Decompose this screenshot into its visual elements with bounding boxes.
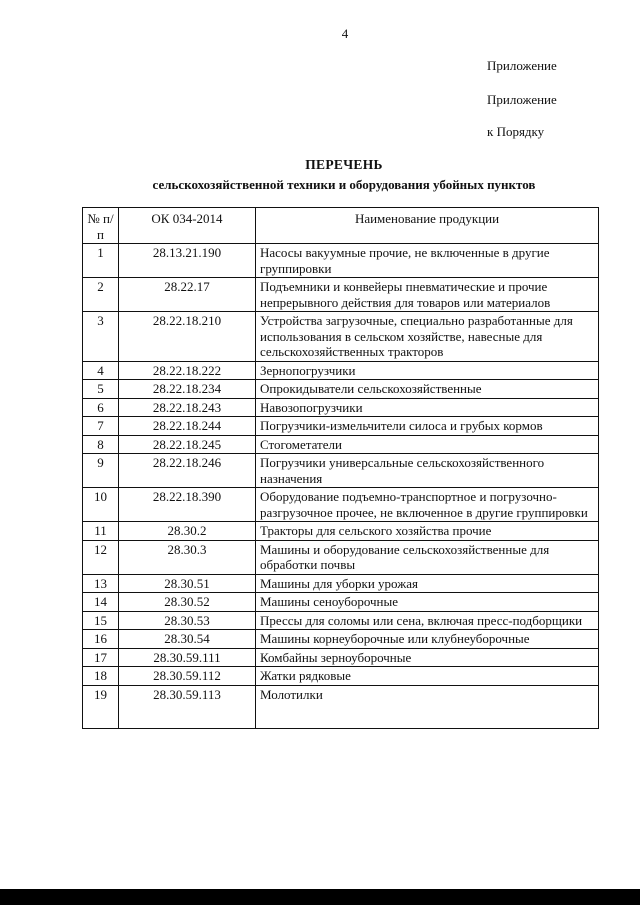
product-name-cell: Комбайны зерноуборочные	[256, 648, 599, 667]
row-number-cell: 11	[83, 522, 119, 541]
table-row	[83, 540, 599, 574]
row-number-cell: 10	[83, 488, 119, 522]
classification-code-cell: 28.30.59.111	[119, 648, 256, 667]
classification-code-cell: 28.22.18.390	[119, 488, 256, 522]
table-row	[83, 435, 599, 454]
product-name-cell: Жатки рядковые	[256, 667, 599, 686]
table-row	[83, 630, 599, 649]
page-number: 4	[341, 26, 349, 41]
table-row	[83, 574, 599, 593]
products-table	[82, 207, 599, 729]
table-row	[83, 454, 599, 488]
product-name-cell: Машины сеноуборочные	[256, 593, 599, 612]
classification-code-cell: 28.22.18.245	[119, 435, 256, 454]
classification-code-cell: 28.22.18.244	[119, 417, 256, 436]
classification-code-cell: 28.22.18.234	[119, 380, 256, 399]
product-name-cell: Навозопогрузчики	[256, 398, 599, 417]
table-row	[83, 667, 599, 686]
classification-code-cell: 28.22.18.246	[119, 454, 256, 488]
row-number-cell: 15	[83, 611, 119, 630]
row-number-cell: 12	[83, 540, 119, 574]
product-name-cell: Погрузчики-измельчители силоса и грубых кормов	[256, 417, 599, 436]
classification-code-cell: 28.22.18.243	[119, 398, 256, 417]
appendix-line: Приложение	[487, 58, 557, 73]
table-row	[83, 522, 599, 541]
row-number-cell: 14	[83, 593, 119, 612]
table-row	[83, 417, 599, 436]
row-number-cell: 17	[83, 648, 119, 667]
table-row	[83, 312, 599, 362]
row-number-cell: 6	[83, 398, 119, 417]
product-name-cell: Насосы вакуумные прочие, не включенные в другие группировки	[256, 244, 599, 278]
table-row	[83, 361, 599, 380]
table-header-row	[83, 208, 599, 244]
header-number: № п/п	[83, 208, 119, 244]
classification-code-cell: 28.30.52	[119, 593, 256, 612]
row-number-cell: 5	[83, 380, 119, 399]
product-name-cell: Машины корнеуборочные или клубнеуборочные	[256, 630, 599, 649]
appendix-line: Приложение	[487, 92, 557, 107]
row-number-cell: 9	[83, 454, 119, 488]
classification-code-cell: 28.30.59.112	[119, 667, 256, 686]
document-title: ПЕРЕЧЕНЬ	[305, 157, 383, 172]
scan-border	[0, 889, 640, 905]
product-name-cell: Оборудование подъемно-транспортное и погрузочно-разгрузочное прочее, не включенное в другие группировки	[256, 488, 599, 522]
product-name-cell: Опрокидыватели сельскохозяйственные	[256, 380, 599, 399]
table-row	[83, 611, 599, 630]
classification-code-cell: 28.30.2	[119, 522, 256, 541]
product-name-cell: Прессы для соломы или сена, включая пресс-подборщики	[256, 611, 599, 630]
table-row	[83, 593, 599, 612]
appendix-line: к Порядку	[487, 124, 545, 139]
row-number-cell: 13	[83, 574, 119, 593]
row-number-cell: 3	[83, 312, 119, 362]
document-subtitle: сельскохозяйственной техники и оборудования убойных пунктов	[152, 177, 536, 192]
product-name-cell: Погрузчики универсальные сельскохозяйственного назначения	[256, 454, 599, 488]
classification-code-cell: 28.30.59.113	[119, 685, 256, 728]
table-row	[83, 398, 599, 417]
classification-code-cell: 28.30.54	[119, 630, 256, 649]
row-number-cell: 7	[83, 417, 119, 436]
row-number-cell: 18	[83, 667, 119, 686]
product-name-cell: Тракторы для сельского хозяйства прочие	[256, 522, 599, 541]
classification-code-cell: 28.22.17	[119, 278, 256, 312]
table-row	[83, 488, 599, 522]
table-row	[83, 685, 599, 728]
classification-code-cell: 28.22.18.222	[119, 361, 256, 380]
product-name-cell: Устройства загрузочные, специально разработанные для использования в сельском хозяйстве, навесные для сельскохозяйственных тракторов	[256, 312, 599, 362]
table-body	[83, 244, 599, 729]
header-code: ОК 034-2014	[119, 208, 256, 244]
row-number-cell: 2	[83, 278, 119, 312]
classification-code-cell: 28.30.51	[119, 574, 256, 593]
row-number-cell: 19	[83, 685, 119, 728]
product-name-cell: Зернопогрузчики	[256, 361, 599, 380]
table-row	[83, 278, 599, 312]
classification-code-cell: 28.22.18.210	[119, 312, 256, 362]
product-name-cell: Машины для уборки урожая	[256, 574, 599, 593]
classification-code-cell: 28.13.21.190	[119, 244, 256, 278]
product-name-cell: Подъемники и конвейеры пневматические и прочие непрерывного действия для товаров или материалов	[256, 278, 599, 312]
table-row	[83, 244, 599, 278]
product-name-cell: Машины и оборудование сельскохозяйственные для обработки почвы	[256, 540, 599, 574]
classification-code-cell: 28.30.53	[119, 611, 256, 630]
product-name-cell: Молотилки	[256, 685, 599, 728]
row-number-cell: 1	[83, 244, 119, 278]
product-name-cell: Стогометатели	[256, 435, 599, 454]
row-number-cell: 8	[83, 435, 119, 454]
classification-code-cell: 28.30.3	[119, 540, 256, 574]
row-number-cell: 16	[83, 630, 119, 649]
header-product-name: Наименование продукции	[256, 208, 599, 244]
table-row	[83, 380, 599, 399]
row-number-cell: 4	[83, 361, 119, 380]
table-row	[83, 648, 599, 667]
